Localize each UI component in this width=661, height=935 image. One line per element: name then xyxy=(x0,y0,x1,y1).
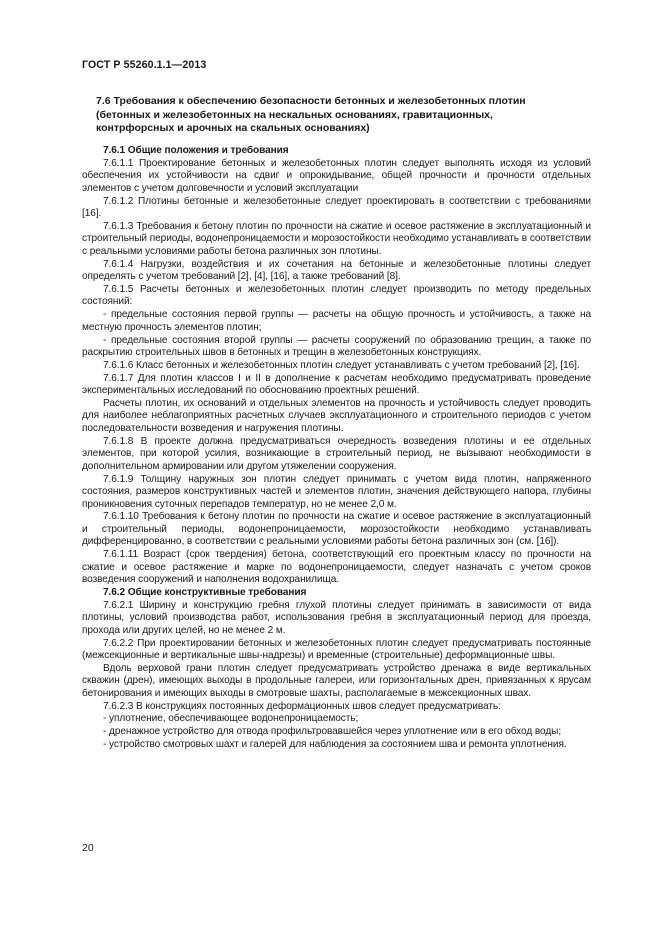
paragraph: 7.6.1.2 Плотины бетонные и железобетонные следует проектировать в соответствии с требованиями [16]. xyxy=(82,195,591,220)
paragraph: 7.6.2.3 В конструкциях постоянных деформационных швов следует предусматривать: xyxy=(103,700,501,712)
paragraph: 7.6.2.2 При проектировании бетонных и железобетонных плотин следует предусматривать постоянные (межсекционные и вертикальные швы-надрезы) и временные (строительные) деформационные швы. xyxy=(82,637,591,662)
page-number: 20 xyxy=(82,842,94,854)
paragraph: 7.6.1.6 Класс бетонных и железобетонных плотин следует устанавливать с учетом требований [2], [16]. xyxy=(103,359,580,371)
paragraph: 7.6.2.1 Ширину и конструкцию гребня глухой плотины следует принимать в зависимости от вида плотины, условий производства работ, использования гребня в эксплуатационный период для проезда, прохода или других целей, но не менее 2 м. xyxy=(82,599,591,636)
list-item: - предельные состояния второй группы — расчеты сооружений по образованию трещин, а также по раскрытию строительных швов в бетонных и трещин в железобетонных конструкциях. xyxy=(82,334,591,359)
subsection-heading: 7.6.2 Общие конструктивные требования xyxy=(103,586,307,598)
paragraph: 7.6.1.10 Требования к бетону плотин по прочности на сжатие и осевое растяжение в эксплуатационный и строительный периоды, водонепроницаемости, морозостойкости необходимо устанавливать дифференцированно, в соответствии с реальными условиями работы бетона различных зон (см. [16]). xyxy=(82,511,591,548)
document-body xyxy=(82,145,591,752)
list-item: - предельные состояния первой группы — расчеты на общую прочность и устойчивость, а также на местную прочность элементов плотин; xyxy=(82,309,591,333)
paragraph: 7.6.1.5 Расчеты бетонных и железобетонных плотин следует производить по методу предельных состояний: xyxy=(82,283,591,308)
standard-number: ГОСТ Р 55260.1.1—2013 xyxy=(82,59,207,71)
paragraph: 7.6.1.1 Проектирование бетонных и железобетонных плотин следует выполнять исходя из условий обеспечения их устойчивости на сдвиг и опрокидывание, общей прочности и прочности отдельных элементов с учетом долговечности и условий эксплуатации xyxy=(82,157,591,194)
list-item: - устройство смотровых шахт и галерей для наблюдения за состоянием шва и ремонта уплотнения. xyxy=(103,739,567,751)
paragraph: Расчеты плотин, их оснований и отдельных элементов на прочность и устойчивость следует проводить для наиболее неблагоприятных расчетных случаев эксплуатационного и строительного периодов с учетом последовательности возведения и нагружения плотины. xyxy=(82,397,591,434)
subsection-heading: 7.6.1 Общие положения и требования xyxy=(103,145,289,156)
list-item: - уплотнение, обеспечивающее водонепроницаемость; xyxy=(103,713,359,725)
paragraph: 7.6.1.9 Толщину наружных зон плотин следует принимать с учетом вида плотин, напряженного состояния, размеров конструктивных частей и элементов плотин, значения действующего напора, глубины проникновения суточных перепадов температур, но не менее 2,0 м. xyxy=(82,473,591,510)
paragraph: 7.6.1.4 Нагрузки, воздействия и их сочетания на бетонные и железобетонные плотины следует определять с учетом требований [2], [4], [16], а также требований [8]. xyxy=(82,258,591,283)
paragraph: 7.6.1.7 Для плотин классов I и II в дополнение к расчетам необходимо предусматривать проведение экспериментальных исследований по обоснованию проектных решений. xyxy=(82,372,591,397)
paragraph: Вдоль верховой грани плотин следует предусматривать устройство дренажа в виде вертикальных скважин (дрен), имеющих выходы в продольные галереи, или горизонтальных дрен, привязанных к ярусам бетонирования и имеющих выходы в смотровые шахты, располагаемые в межсекционных швах. xyxy=(82,662,591,699)
paragraph: 7.6.1.3 Требования к бетону плотин по прочности на сжатие и осевое растяжение в эксплуатационный и строительный периоды, водонепроницаемости и морозостойкости необходимо устанавливать в соответствии с реальными условиями работы бетона различных зон плотины. xyxy=(82,220,591,257)
paragraph: 7.6.1.8 В проекте должна предусматриваться очередность возведения плотины и ее отдельных элементов, при которой усилия, возникающие в строительный период, не вызывают необходимости в дополнительном армировании или другом утяжелении сооружения. xyxy=(82,435,591,472)
paragraph: 7.6.1.11 Возраст (срок твердения) бетона, соответствующий его проектным классу по прочности на сжатие и осевое растяжение и марке по водонепроницаемости, следует назначать с учетом сроков возведения сооружений и наполнения водохранилища. xyxy=(82,549,591,586)
section-heading: 7.6 Требования к обеспечению безопасности бетонных и железобетонных плотин (бетонных и железобетонных на нескальных основаниях, гравитационных, контрфорсных и арочных на скальных основаниях) xyxy=(96,95,526,134)
list-item: - дренажное устройство для отвода профильтровавшейся через уплотнение или в его обход воды; xyxy=(103,726,562,738)
